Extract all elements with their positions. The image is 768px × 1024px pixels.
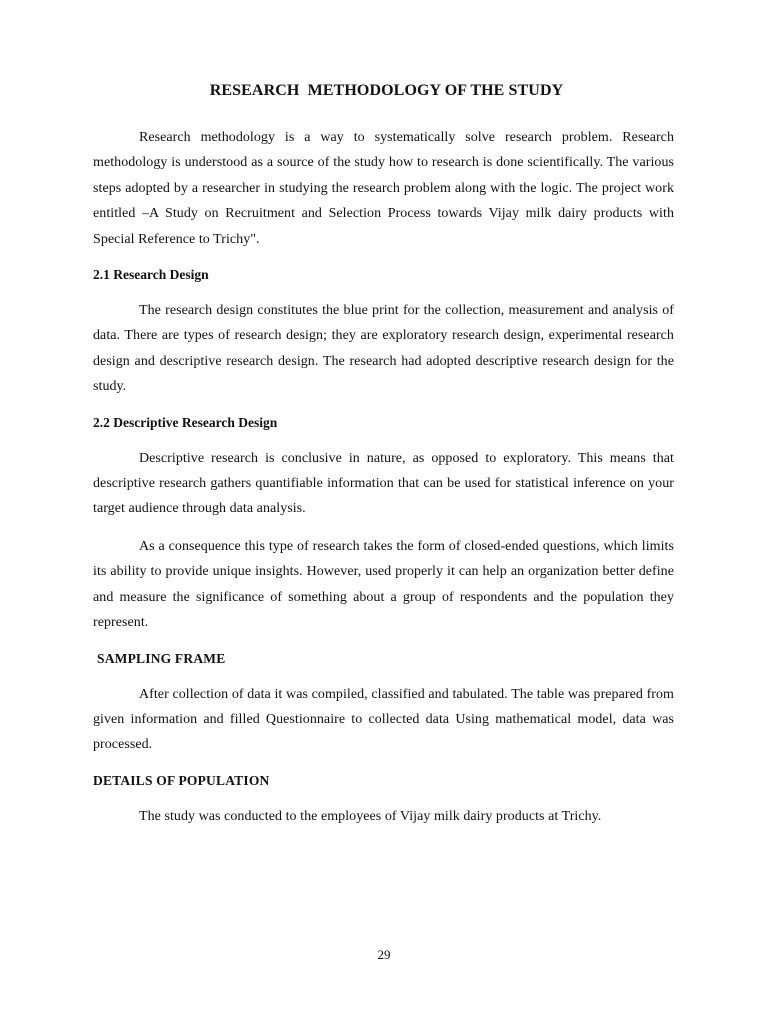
descriptive-research-paragraph-2: As a consequence this type of research takes the form of closed-ended questions, which limits its ability to provide unique insights. However, used properly it can help an organization better define and measure the significance of something about a group of respondents and the population they represent. bbox=[93, 538, 674, 631]
document-title: RESEARCH METHODOLOGY OF THE STUDY bbox=[209, 82, 564, 99]
sampling-frame-paragraph: After collection of data it was compiled, classified and tabulated. The table was prepared from given information and filled Questionnaire to collected data Using mathematical model, data was processed. bbox=[93, 686, 674, 753]
descriptive-research-paragraph-1: Descriptive research is conclusive in nature, as opposed to exploratory. This means that descriptive research gathers quantifiable information that can be used for statistical inference on your target audience through data analysis. bbox=[93, 450, 674, 517]
research-design-paragraph: The research design constitutes the blue print for the collection, measurement and analysis of data. There are types of research design; they are exploratory research design, experimental research design and descriptive research design. The research had adopted descriptive research design for the study. bbox=[93, 303, 674, 395]
section-heading-research-design: 2.1 Research Design bbox=[93, 267, 209, 283]
intro-paragraph: Research methodology is a way to systematically solve research problem. Research methodology is understood as a source of the study how to research is done scientifically. The various steps adopted by a researcher in studying the research problem along with the logic. The project work entitled –A Study on Recruitment and Selection Process towards Vijay milk dairy products with Special Reference to Trichy". bbox=[93, 130, 674, 247]
section-heading-details-of-population: DETAILS OF POPULATION bbox=[93, 772, 270, 788]
population-paragraph: The study was conducted to the employees of Vijay milk dairy products at Trichy. bbox=[139, 808, 602, 824]
section-heading-sampling-frame: SAMPLING FRAME bbox=[97, 650, 226, 666]
page-number: 29 bbox=[377, 947, 391, 962]
section-heading-descriptive-research-design: 2.2 Descriptive Research Design bbox=[93, 414, 278, 430]
